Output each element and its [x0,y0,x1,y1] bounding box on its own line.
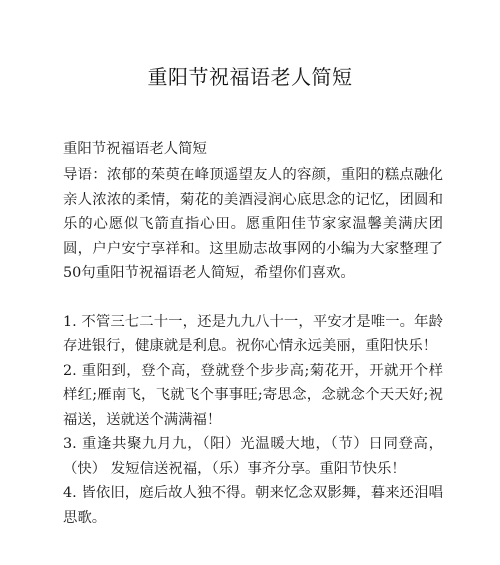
section-heading: 重阳节祝福语老人简短 [63,141,207,157]
list-item: 4. 皆依旧，庭后故人独不得。朝来忆念双影舞，暮来还泪唱思歌。 [63,485,443,526]
document-title: 重阳节祝福语老人简短 [147,65,353,89]
intro-paragraph: 导语：浓郁的茱萸在峰顶遥望友人的容颜，重阳的糕点融化亲人浓浓的柔情，菊花的美酒浸润心底思念的记忆，团圆和乐的心愿似飞箭直指心田。愿重阳佳节家家温馨美满庆团圆，户户安宁享祥和。这里励志故事网的小编为大家整理了50句重阳节祝福语老人简短，希望你们喜欢。 [63,167,443,281]
list-item: 2. 重阳到，登个高，登就登个步步高;菊花开，开就开个样样红;雁南飞，飞就飞个事事旺;寄思念，念就念个天天好;祝福送，送就送个满满福！ [63,362,443,428]
document-body [63,137,443,530]
paragraph-spacer [63,286,443,310]
list-item: 3. 重逢共聚九月九，（阳）光温暖大地，（节）日同登高，（快） 发短信送祝福，（乐）事齐分享。重阳节快乐！ [63,436,443,477]
list-item: 1. 不管三七二十一，还是九九八十一，平安才是唯一。年龄存进银行，健康就是利息。祝你心情永远美丽，重阳快乐！ [63,313,443,354]
